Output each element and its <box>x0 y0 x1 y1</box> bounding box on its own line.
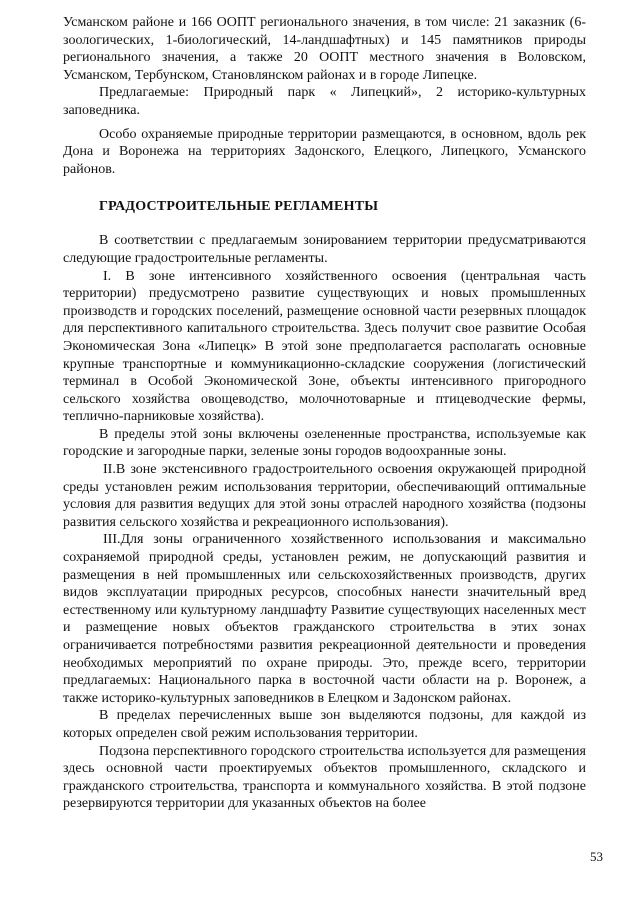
page-number: 53 <box>590 849 603 864</box>
paragraph-urban-subzone: Подзона перспективного городского строительства используется для размещения здесь основной части проектируемых объектов промышленного, складского и гражданского строительства, транспорта и коммунального хозяйства. В этой подзоне резервируются территории для указанных объектов на более <box>63 743 586 812</box>
document-page <box>63 14 586 813</box>
paragraph-zone-3: III.Для зоны ограниченного хозяйственного использования и максимально сохраняемой природной среды, установлен режим, не допускающий развития и размещения в ней промышленных или сельскохозяйственных производств, других видов эксплуатации природных ресурсов, способных нанести значительный вред естественному или культурному ландшафту Развитие существующих населенных мест и размещение новых объектов гражданского строительства в этих зонах ограничивается потребностями развития рекреационной деятельности и проведения необходимых мероприятий по охране природы. Это, прежде всего, территории предлагаемых: Национального парка в восточной части области на р. Воронеж, а также историко-культурных заповедников в Елецком и Задонском районах. <box>63 532 586 706</box>
paragraph-zone-2: II.В зоне экстенсивного градостроительного освоения окружающей природной среды установлен режим использования территории, обеспечивающий оптимальные условия для развития ведущих для этой зоны отраслей народного хозяйства (подзоны развития сельского хозяйства и рекреационного использования). <box>63 462 586 530</box>
paragraph-protected-areas-location: Особо охраняемые природные территории размещаются, в основном, вдоль рек Дона и Воронежа на территориях Задонского, Елецкого, Липецкого, Усманского районов. <box>63 126 586 177</box>
paragraph-protected-areas-count: Усманском районе и 166 ООПТ регионального значения, в том числе: 21 заказник (6-зоологических, 1-биологический, 14-ландшафтных) и 145 памятников природы регионального значения, а также 20 ООПТ местного значения в Воловском, Усманском, Тербунском, Становлянском районах и в городе Липецке. <box>63 15 586 83</box>
section-heading: ГРАДОСТРОИТЕЛЬНЫЕ РЕГЛАМЕНТЫ <box>99 199 379 215</box>
paragraph-proposed-areas: Предлагаемые: Природный парк « Липецкий», 2 историко-культурных заповедника. <box>63 85 586 118</box>
paragraph-regulations-intro: В соответствии с предлагаемым зонированием территории предусматриваются следующие градостроительные регламенты. <box>63 233 586 266</box>
paragraph-zone-1: I. В зоне интенсивного хозяйственного освоения (центральная часть территории) предусмотрено развитие существующих и новых промышленных производств и городских поселений, размещение основной части резервных площадок для перспективного капитального строительства. Здесь получит свое развитие Особая Экономическая Зона «Липецк» В этой зоне предполагается располагать основные крупные транспортные и коммуникационно-складские сооружения (логистический терминал в Особой Экономической Зоне, объекты интенсивного пригородного сельского хозяйства овощеводство, молочнотоварные и птицеводческие фермы, теплично-парниковые хозяйства). <box>63 268 586 425</box>
paragraph-subzones: В пределах перечисленных выше зон выделяются подзоны, для каждой из которых определен свой режим использования территории. <box>63 708 586 741</box>
paragraph-zone-1-green: В пределы этой зоны включены озелененные пространства, используемые как городские и загородные парки, зеленые зоны городов водоохранные зоны. <box>63 426 586 460</box>
